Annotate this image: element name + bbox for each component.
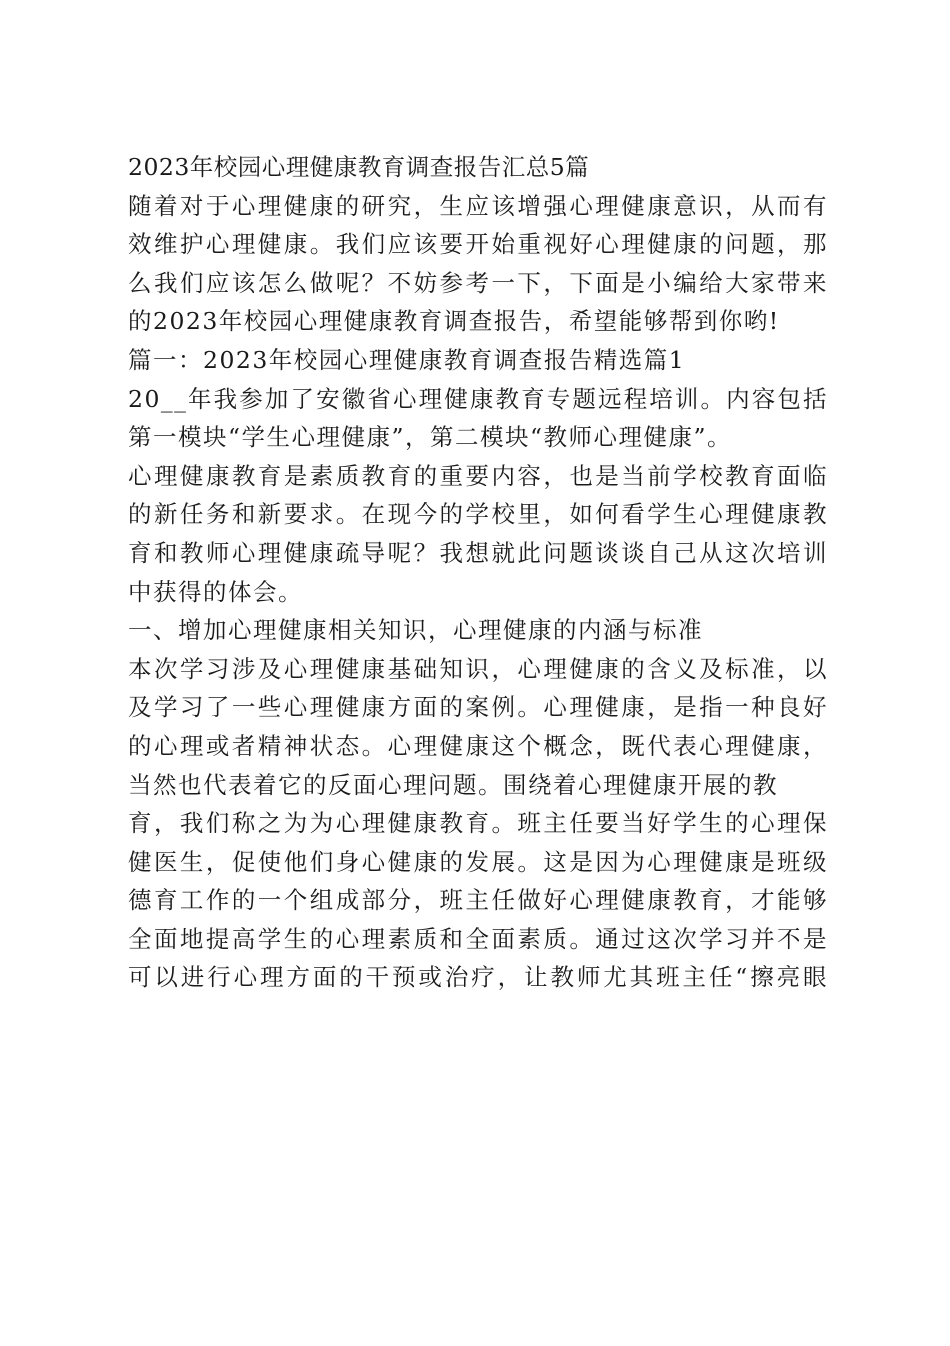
subheading: 一、增加心理健康相关知识，心理健康的内涵与标准 [128,616,703,645]
intro-line: 随着对于心理健康的研究，生应该增强心理健康意识，从而有 [128,191,828,220]
paragraph-line: 德育工作的一个组成部分，班主任做好心理健康教育，才能够 [128,886,828,915]
intro-line: 么我们应该怎么做呢？不妨参考一下，下面是小编给大家带来 [128,268,828,297]
paragraph-line: 当然也代表着它的反面心理问题。围绕着心理健康开展的教 [128,770,778,799]
paragraph-line: 全面地提高学生的心理素质和全面素质。通过这次学习并不是 [128,924,828,953]
document-title: 2023年校园心理健康教育调查报告汇总5篇 [128,153,590,181]
paragraph-line: 20__年我参加了安徽省心理健康教育专题远程培训。内容包括 [128,384,828,413]
paragraph-line: 的心理或者精神状态。心理健康这个概念，既代表心理健康， [128,731,828,760]
paragraph-line: 及学习了一些心理健康方面的案例。心理健康，是指一种良好 [128,693,828,722]
paragraph-line: 育，我们称之为为心理健康教育。班主任要当好学生的心理保 [128,809,828,838]
paragraph-line: 第一模块“学生心理健康”，第二模块“教师心理健康”。 [128,423,733,452]
intro-line: 的2023年校园心理健康教育调查报告，希望能够帮到你哟! [128,307,780,336]
paragraph-line: 的新任务和新要求。在现今的学校里，如何看学生心理健康教 [128,500,828,529]
paragraph-line: 育和教师心理健康疏导呢？我想就此问题谈谈自己从这次培训 [128,538,828,567]
paragraph-line: 健医生，促使他们身心健康的发展。这是因为心理健康是班级 [128,847,828,876]
paragraph-line: 本次学习涉及心理健康基础知识，心理健康的含义及标准，以 [128,654,828,683]
paragraph-line: 可以进行心理方面的干预或治疗，让教师尤其班主任“擦亮眼 [128,963,828,992]
paragraph-line: 心理健康教育是素质教育的重要内容，也是当前学校教育面临 [128,461,828,490]
paragraph-line: 中获得的体会。 [128,577,303,606]
document-body [128,148,828,997]
section-heading: 篇一：2023年校园心理健康教育调查报告精选篇1 [128,345,686,374]
intro-line: 效维护心理健康。我们应该要开始重视好心理健康的问题，那 [128,230,828,259]
